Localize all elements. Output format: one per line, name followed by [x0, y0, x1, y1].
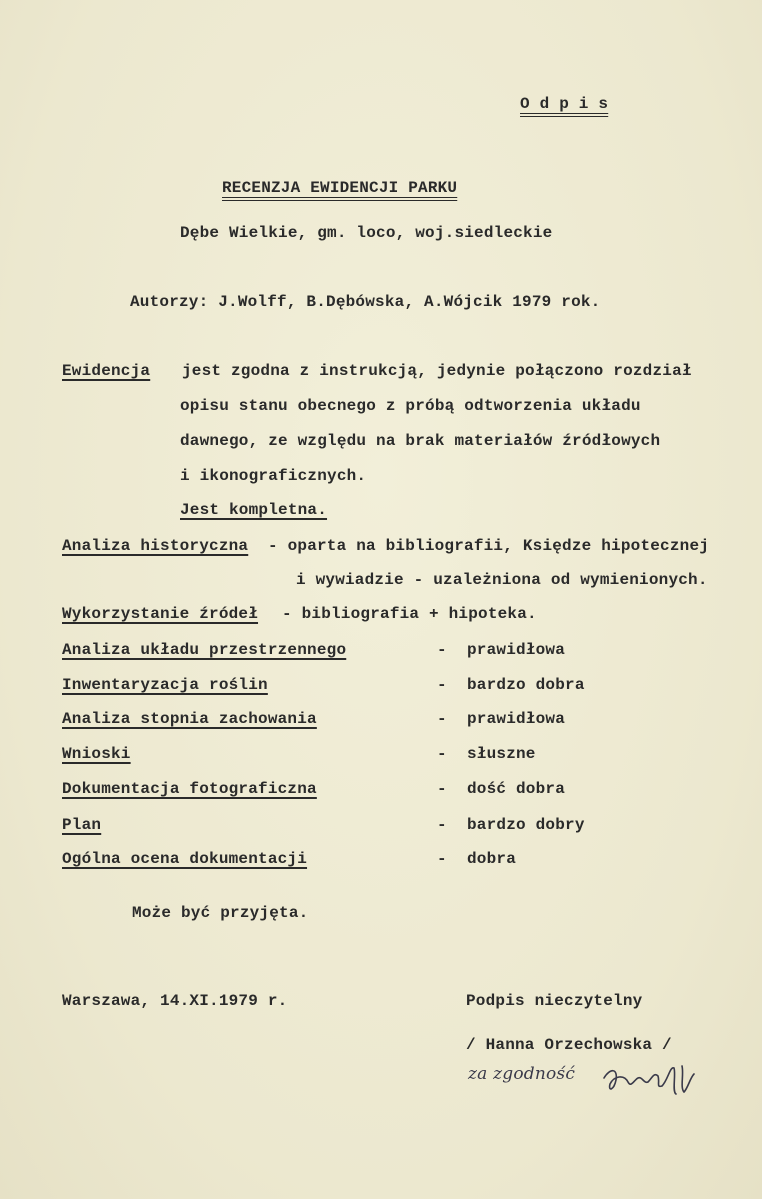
rating-label: Ogólna ocena dokumentacji: [62, 850, 308, 868]
document-title: RECENZJA EWIDENCJI PARKU: [222, 179, 458, 197]
rating-value: słuszne: [467, 745, 536, 763]
rating-dash: -: [437, 641, 447, 659]
ewidencja-line-3: dawnego, ze względu na brak materiałów źródłowych: [180, 432, 661, 450]
conclusion: Może być przyjęta.: [132, 904, 309, 922]
analiza-historyczna-label: Analiza historyczna: [62, 537, 249, 555]
ewidencja-label: Ewidencja: [62, 362, 151, 380]
rating-dash: -: [437, 780, 447, 798]
handwritten-certification: za zgodność: [468, 1064, 576, 1084]
rating-dash: -: [437, 745, 447, 763]
rating-value: prawidłowa: [467, 641, 566, 659]
rating-value: bardzo dobry: [467, 816, 585, 834]
rating-label: Plan: [62, 816, 102, 834]
rating-value: dobra: [467, 850, 517, 868]
odpis-heading: O d p i s: [520, 95, 609, 113]
ewidencja-line-2: opisu stanu obecnego z próbą odtworzenia układu: [180, 397, 641, 415]
wykorzystanie-text: - bibliografia + hipoteka.: [282, 605, 537, 623]
authors-line: Autorzy: J.Wolff, B.Dębówska, A.Wójcik 1979 rok.: [130, 293, 601, 311]
location-line: Dębe Wielkie, gm. loco, woj.siedleckie: [180, 224, 553, 242]
rating-label: Dokumentacja fotograficzna: [62, 780, 317, 798]
rating-dash: -: [437, 816, 447, 834]
analiza-historyczna-text-2: i wywiadzie - uzależniona od wymienionych.: [296, 571, 708, 589]
rating-label: Wnioski: [62, 745, 131, 763]
place-date: Warszawa, 14.XI.1979 r.: [62, 992, 288, 1010]
ewidencja-line-4: i ikonograficznych.: [180, 467, 367, 485]
ewidencja-line-1: jest zgodna z instrukcją, jedynie połączono rozdział: [182, 362, 692, 380]
signature-note: Podpis nieczytelny: [466, 992, 643, 1010]
wykorzystanie-label: Wykorzystanie źródeł: [62, 605, 259, 623]
analiza-historyczna-text-1: - oparta na bibliografii, Księdze hipotecznej: [268, 537, 710, 555]
rating-value: bardzo dobra: [467, 676, 585, 694]
rating-value: prawidłowa: [467, 710, 566, 728]
rating-label: Inwentaryzacja roślin: [62, 676, 268, 694]
rating-label: Analiza stopnia zachowania: [62, 710, 317, 728]
rating-dash: -: [437, 676, 447, 694]
signer-name: / Hanna Orzechowska /: [466, 1036, 672, 1054]
rating-dash: -: [437, 850, 447, 868]
handwritten-signature: [598, 1058, 708, 1098]
ewidencja-complete: Jest kompletna.: [180, 501, 328, 519]
rating-dash: -: [437, 710, 447, 728]
rating-value: dość dobra: [467, 780, 566, 798]
rating-label: Analiza układu przestrzennego: [62, 641, 347, 659]
